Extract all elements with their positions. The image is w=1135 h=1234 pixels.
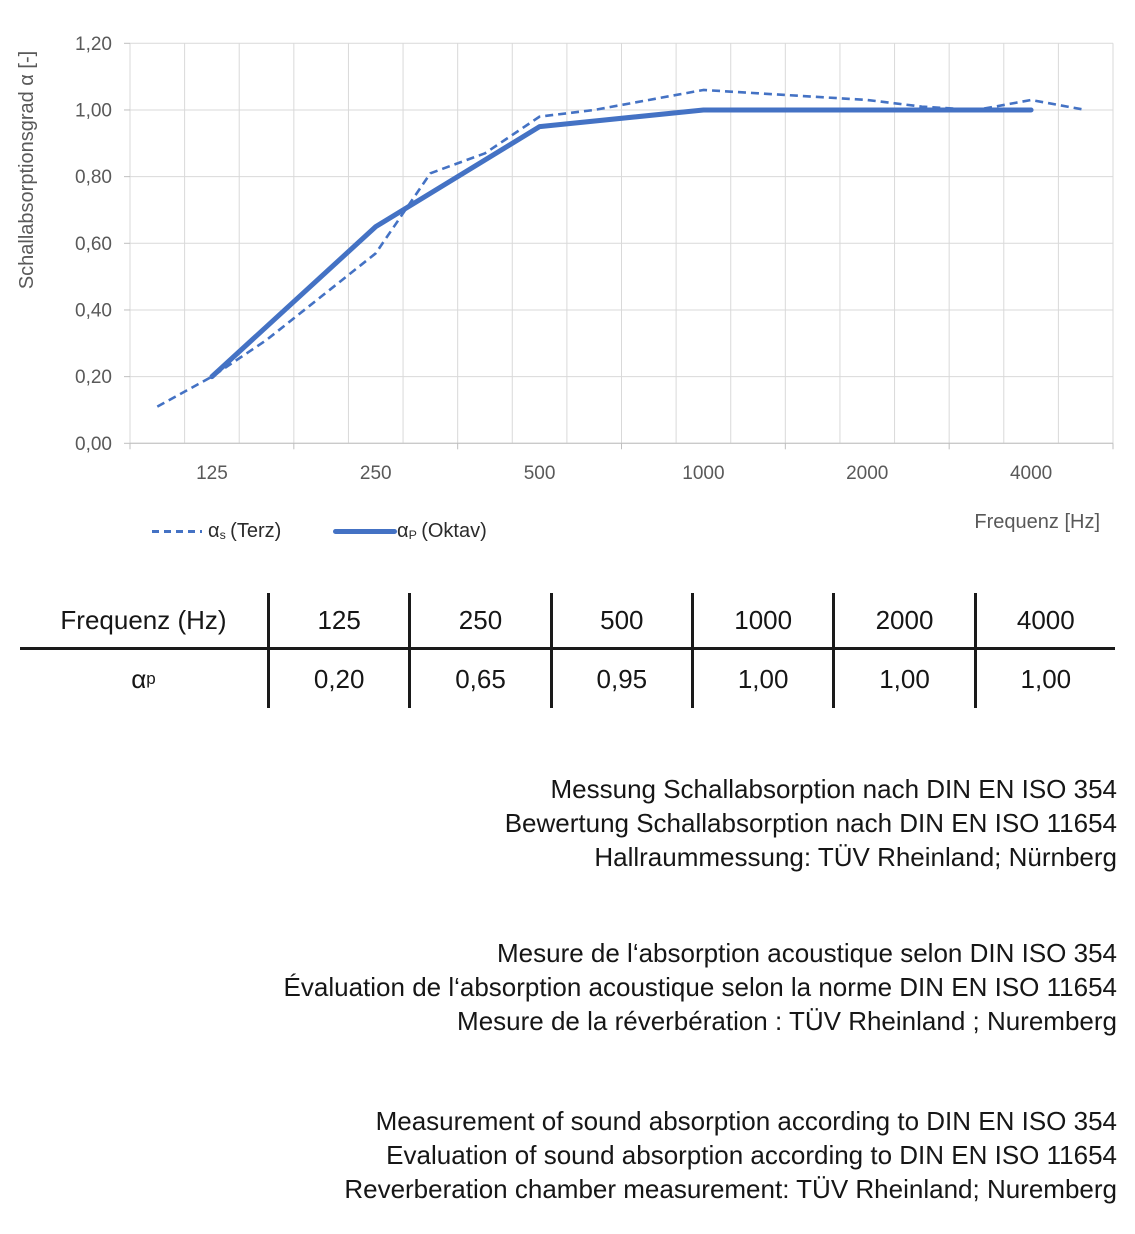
y-axis-tick-label: 0,60 <box>75 233 112 255</box>
table-header-frequency: Frequenz (Hz) <box>20 593 267 650</box>
table-header-4000: 4000 <box>974 593 1115 650</box>
table-header-2000: 2000 <box>832 593 973 650</box>
note-line: Measurement of sound absorption according to DIN EN ISO 354 <box>375 1106 1117 1136</box>
y-axis-tick-label: 1,20 <box>75 33 112 55</box>
note-line: Mesure de l‘absorption acoustique selon DIN ISO 354 <box>496 938 1117 968</box>
legend-item-terz <box>152 517 281 545</box>
table-value-500: 0,95 <box>550 650 691 708</box>
y-axis-tick-label: 1,00 <box>75 100 112 122</box>
note-french <box>0 936 1117 1038</box>
table-header-250: 250 <box>408 593 549 650</box>
legend-label-terz: αs (Terz) <box>208 519 282 542</box>
note-english <box>0 1104 1117 1206</box>
legend-item-oktav <box>333 517 487 545</box>
y-axis-title: Schallabsorptionsgrad α [-] <box>16 50 38 290</box>
legend-dashed-line-sample <box>152 530 202 533</box>
note-line: Bewertung Schallabsorption nach DIN EN ISO 11654 <box>504 808 1117 838</box>
x-axis-tick-label: 500 <box>523 463 556 484</box>
note-line: Messung Schallabsorption nach DIN EN ISO 354 <box>550 774 1117 804</box>
table-value-250: 0,65 <box>408 650 549 708</box>
note-line: Mesure de la réverbération : TÜV Rheinland ; Nuremberg <box>457 1006 1117 1036</box>
absorption-line-chart <box>0 0 1135 560</box>
alpha-p-table <box>20 593 1115 711</box>
note-line: Hallraummessung: TÜV Rheinland; Nürnberg <box>594 842 1117 872</box>
y-axis-tick-label: 0,80 <box>75 167 112 189</box>
note-line: Évaluation de l‘absorption acoustique selon la norme DIN EN ISO 11654 <box>283 972 1117 1002</box>
table-header-500: 500 <box>550 593 691 650</box>
note-line: Evaluation of sound absorption according to DIN EN ISO 11654 <box>386 1140 1117 1170</box>
x-axis-title: Frequenz [Hz] <box>974 511 1100 533</box>
x-axis-tick-label: 1000 <box>682 463 725 484</box>
table-value-1000: 1,00 <box>691 650 832 708</box>
x-axis-tick-label: 2000 <box>846 463 889 484</box>
x-axis-tick-label: 4000 <box>1009 463 1053 484</box>
y-axis-tick-label: 0,40 <box>75 300 112 322</box>
y-axis-tick-label: 0,00 <box>75 433 112 455</box>
table-header-1000: 1000 <box>691 593 832 650</box>
table-header-125: 125 <box>267 593 408 650</box>
y-axis-tick-label: 0,20 <box>75 367 112 389</box>
table-value-125: 0,20 <box>267 650 408 708</box>
note-german <box>0 772 1117 874</box>
table-value-4000: 1,00 <box>974 650 1115 708</box>
legend-label-oktav: αP (Oktav) <box>397 519 487 542</box>
table-row-label-alpha-p: α p <box>131 663 156 694</box>
legend-solid-line-sample <box>333 529 397 534</box>
table-value-2000: 1,00 <box>832 650 973 708</box>
x-axis-tick-label: 125 <box>196 463 228 484</box>
x-axis-tick-label: 250 <box>359 463 392 484</box>
note-line: Reverberation chamber measurement: TÜV Rheinland; Nuremberg <box>344 1174 1117 1204</box>
